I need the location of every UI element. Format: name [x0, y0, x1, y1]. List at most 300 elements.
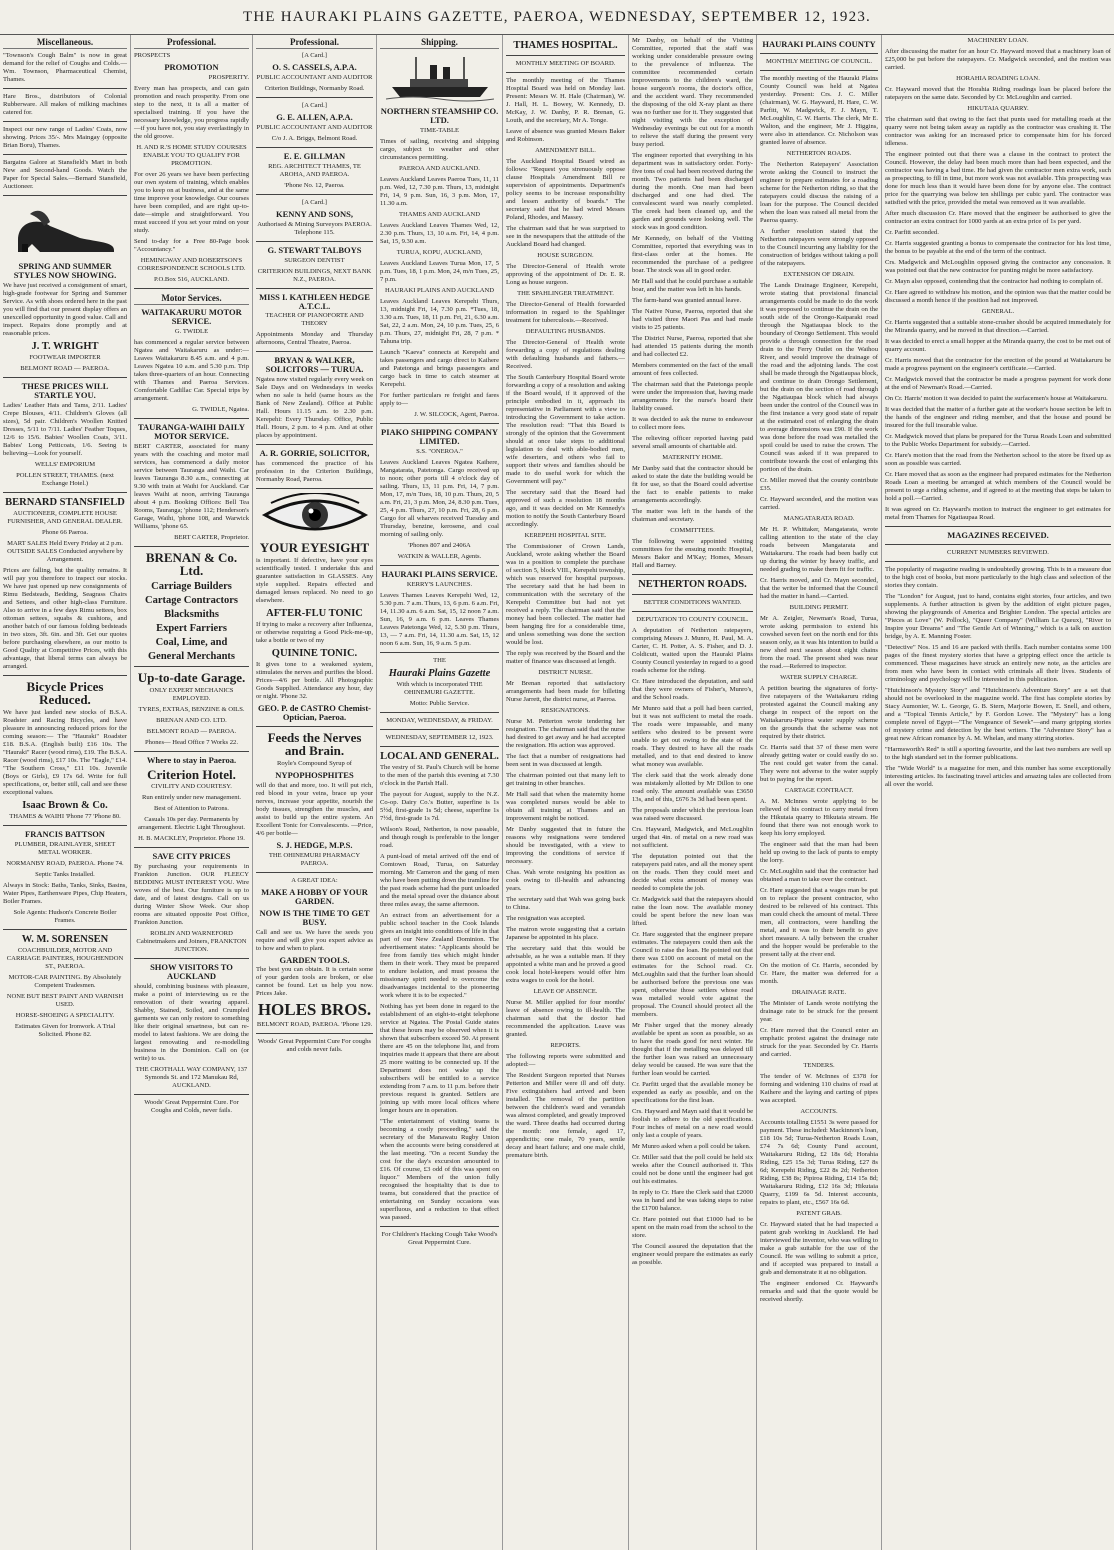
article-paragraph: Members commented on the fact of the small amount of fees collected. — [632, 362, 753, 377]
battson-address: NORMANBY ROAD, PAEROA. Phone 74. — [6, 859, 124, 867]
stansfield-sub: AUCTIONEER, COMPLETE HOUSE FURNISHER, AND GENERAL DEALER. — [7, 509, 123, 525]
watkin-sign: WATKIN & WALLER, Agents. — [397, 552, 482, 560]
article-paragraph: The chairman pointed out that many left to get training in other branches. — [506, 772, 625, 788]
card-label: [A Card.] — [302, 101, 327, 109]
wells-name: WELLS' EMPORIUM — [34, 460, 96, 468]
turua-times: Leaves Auckland Leaves Turua Mon, 17, 5 p.m. Tues, 18, 1 p.m. Mon, 24, m/n Tues, 25, 7 p.m. — [380, 259, 499, 283]
brenan-line-6: General Merchants — [148, 650, 235, 662]
article-paragraph: Mr Kennedy, on behalf of the Visiting Committee, reported that everything was in first-class order at the homes. He recommended the purchase of a pedigree boar. The stock was all in good order. — [632, 235, 753, 274]
article-paragraph: The matter was left in the hands of the chairman and secretary. — [632, 508, 753, 523]
gillman-sub: REG. ARCHITECT THAMES, TE AROHA, AND PAEROA. — [268, 162, 361, 178]
isaac-brown-name: Isaac Brown & Co. — [22, 800, 108, 811]
garage-mechanics: ONLY EXPERT MECHANICS EMPLOYED. — [149, 686, 234, 702]
woods-ad: Woods' Great Peppermint Cure For coughs and colds never fails. — [257, 1038, 372, 1054]
column-hospital-continued — [629, 35, 757, 1550]
article-paragraph: The "Wide World" is a magazine for men, and this number has some exceptionally interesting articles. Its fascinating travel articles and amazing tales are collected from all over the world. — [885, 764, 1111, 788]
septic-heading: Septic Tanks Installed. — [35, 870, 95, 878]
paint-note: NONE BUT BEST PAINT AND VARNISH USED. — [6, 992, 124, 1008]
feeds-heading: Feeds the Nerves and Brain. — [267, 729, 362, 759]
article-title: HAURAKI PLAINS COUNTY — [762, 39, 876, 49]
article-subhead: REPORTS. — [550, 1042, 581, 1050]
article-subhead: MANGATARATA ROAD. — [783, 514, 855, 522]
article-subhead: HOUSE SURGEON. — [537, 252, 594, 260]
article-subhead: HIKUTAIA QUARRY. — [967, 105, 1029, 112]
article-paragraph: It was decided to erect a small hopper at the Miranda quarry, the cost to be met out of quarry account. — [885, 338, 1111, 353]
septic-agent: Sole Agents: Hudson's Concrete Boiler Frames. — [13, 908, 117, 924]
afterflu-heading: AFTER-FLU TONIC — [266, 607, 363, 619]
kenny-sub: Authorised & Mining Surveyors PAEROA. Telephone 115. — [257, 220, 372, 236]
thames-auckland-heading: THAMES AND AUCKLAND — [399, 210, 480, 218]
article-paragraph: Cr. Harris suggested that a suitable stone-crusher should be acquired immediately for the Miranda quarry, and he moved in that direction.—Carried. — [885, 319, 1111, 334]
shoe-illustration-icon — [10, 200, 120, 258]
local-general-heading: LOCAL AND GENERAL. — [380, 750, 499, 762]
brenan-co-phones: Phones— Head Office 7 Works 22. — [145, 738, 238, 746]
article-subhead: NETHERTON ROADS. — [786, 149, 852, 157]
columns — [0, 35, 1114, 1550]
article-paragraph: Cr. Hare suggested that a wages man be put on to replace the present contractor, who desired to be relieved of his contract. This man could check the amount of metal. Three men, all contractors, were handling the metal, and it was to their benefit to give short measure. A tally between the crusher and the hopper would be preferable to the present tally at the river end. — [760, 886, 878, 958]
article-paragraph: The popularity of magazine reading is undoubtedly growing. This is in a measure due to the high cost of books, but more particularly to the high class and selection of the stories they contain. — [885, 565, 1111, 589]
garage-tyres: TYRES, EXTRAS, BENZINE & OILS. — [138, 705, 245, 713]
oneroa-times: Leaves Auckland Leaves Ngatea Kaihere, Mangatarata, Patetonga. Cargo received up to noon; other ports till 4 o'clock day of sailing. Thurs, 13, 11 p.m. Fri, 14, 7 p.m. Mon, 17, m/n Tues, 18, 10 p.m. Thurs, 20, 5 a.m. Fri, 21, 3 p.m. Mon, 24, 8.30 p.m. Tues, 25, 4 p.m. Thurs, 27, 10 p.m. Fri, 28, 6 p.m. Cargo for all wharves received Tuesday and Thursday, benzine, kerosene, and coal morning of sailing only. — [380, 458, 499, 538]
article-paragraph: Accounts totalling £1551 3s were passed for payment. These included: Mackinnon's loan, £18 10s 5d; Turua-Netherton Roads Loan, £74 7s 6d; County Fund account, Waitakaruru Riding, £2 18s 6d; Horahia Riding, £25 15s 3d; Turua Riding, £27 8s 6d; Kerepehi Riding, £22 8s 2d; Netherton Riding, £38 8s; Pipiroa Riding, £14 15s 8d; Waitakaruru Riding, £12 16s 3d; Hikutaia Quarry, £199 6s 5d. Interest accounts, repairs to plant, etc., £567 16s 6d. — [760, 1118, 878, 1206]
local-item: The payout for August, supply to the N.Z. Co-op. Dairy Co.'s Butter, superfine is 1s 5½d, first-grade 1s 5d; cheese, superfine 1s 7½d, first-grade 1s 7d. — [380, 790, 499, 822]
article-paragraph: "Harmsworth's Red" is still a sporting favourite, and the last two numbers are well up to the high standard set in the former publications. — [885, 745, 1111, 761]
article-paragraph: The proposals under which the previous loan was raised were discussed. — [632, 807, 753, 823]
hauraki-auckland-heading: HAURAKI PLAINS AND AUCKLAND — [385, 286, 494, 294]
article-paragraph: The District Nurse, Paeroa, reported that she had attended 15 patients during the month and had collected £2. — [632, 335, 753, 358]
wright-sub: FOOTWEAR IMPORTER — [29, 353, 101, 361]
attention: Best of Attention to Patrons. — [154, 805, 229, 813]
article-paragraph: The Council assured the deputation that the engineer would prepare the estimates as early as possible. — [632, 1243, 753, 1267]
brenan-name: BRENAN & Co. Ltd. — [145, 549, 238, 579]
hr-body-2: H. AND R.'S HOME STUDY COURSES ENABLE YOU TO QUALIFY FOR PROMOTION. — [136, 143, 247, 167]
hr-address: P.O.Box 516, AUCKLAND. — [153, 275, 230, 283]
gorrie-name: A. R. GORRIE, SOLICITOR, — [259, 448, 370, 459]
motorcar-painting: MOTOR-CAR PAINTING. By Absolutely Competent Tradesmen. — [8, 973, 122, 989]
article-paragraph: The secretary said that the Board had approved of such a resolution 18 months ago, and it was decided on Mr Kennedy's motion to notify the South Canterbury Board accordingly. — [506, 489, 625, 529]
article-paragraph: The Director-General of Health wrote approving of the appointment of Dr. E. R. Long as house surgeon. — [506, 263, 625, 287]
article-paragraph: The relieving officer reported having paid several small amounts of charitable aid. — [632, 435, 753, 450]
article-paragraph: Mr Danby, on behalf of the Visiting Committee, reported that the staff was working under considerable pressure owing to the prevalence of influenza. The committee recommended certain improvements to the children's ward, the house surgeon's rooms, the doctor's office, and the accident ward. They recommended the disposing of the old X-ray plant as there was no further use for it. They suggested that night visiting with the exception of Wednesday evenings be cut out for a month to relieve the staff during the present very busy period. — [632, 37, 753, 148]
article-subhead: MACHINERY LOAN. — [967, 37, 1029, 44]
article-paragraph: Mr H. P. Whittaker, Mangatarata, wrote calling attention to the state of the clay roads between Mangatarata and Waitakaruru. The roads had been badly cut up during the winter by heavy traffic, and needed grading to make them fit for traffic. — [760, 525, 878, 573]
article-paragraph: After discussing the matter for an hour Cr. Hayward moved that a machinery loan of £25,000 be put before the ratepayers. Cr. Madgwick seconded, and the motion was carried. — [885, 48, 1111, 71]
article-paragraph: Cr. Parfitt urged that the available money be expended as early as possible, and on the specifications for the first loan. — [632, 1081, 753, 1105]
cassels-address: Criterion Buildings, Normanby Road. — [264, 84, 365, 92]
column-council-continued — [882, 35, 1114, 1550]
article-paragraph: Mr Fisher urged that the money already available be spent as soon as possible, so as to have the roads good for next winter. He thought that if the metalling was delayed till the further loan was raised an unnecessary delay would be caused. He was sure that the further loan would be carried. — [632, 1022, 753, 1078]
article-paragraph: The Native Nurse, Paeroa, reported that she had visited three Maori Pas and had made visits to 25 patients. — [632, 308, 753, 331]
article-paragraph: The Director-General of Health forwarded information in regard to the Spahlinger treatment for tuberculosis.—Received. — [506, 301, 625, 325]
article-paragraph: A petition bearing the signatures of forty-five ratepayers of the Waitakaruru riding protested against the Council making any charge in respect of the report on the Waitakaruru-Pipiroa water supply scheme on the grounds that the scheme was not required by their district. — [760, 684, 878, 740]
article-subhead: THE SPAHLINGER TREATMENT. — [517, 290, 614, 298]
article-paragraph: The following reports were submitted and adopted:— — [506, 1053, 625, 1069]
card-label: [A Card.] — [302, 52, 327, 59]
article-subhead: ACCOUNTS. — [800, 1107, 838, 1115]
wright-name: J. T. WRIGHT — [31, 340, 99, 352]
garden-heading: GARDEN TOOLS. — [279, 954, 350, 965]
wright-address: BELMONT ROAD — PAEROA. — [20, 364, 110, 372]
article-subhead: MATERNITY HOME. — [662, 454, 723, 461]
castro-name: GEO. P. de CASTRO Chemist-Optician, Paeroa. — [257, 702, 372, 722]
local-item: The vestry of St. Paul's Church will be home to the men of the parish this evening at 7.30 o'clock in the Parish Hall. — [380, 763, 499, 787]
further-note: For further particulars re freight and fares apply to— — [380, 391, 499, 407]
kenny-name: KENNY AND SONS, — [276, 208, 353, 219]
battson-sub: PLUMBER, DRAINLAYER, SHEET METAL WORKER. — [14, 840, 116, 856]
article-paragraph: The South Canterbury Hospital Board wrote forwarding a copy of a resolution and asking if the Board would, if it approved of the principle embodied in it, approach its representative in Parliament with a view to introducing the Government to take action. The resolution read: "That this Board is strongly of the opinion that the Government should at once take steps to additional legislation to deal with able-bodied men, wife deserters, and others who fail to support their wives and families should be made to do useful work for which the Government will pay." — [506, 374, 625, 486]
article-paragraph: Mr Danby suggested that in future the reasons why resignations were tendered should be investigated, with a view to improving the conditions of service if necessary. — [506, 826, 625, 866]
article-paragraph: Mr A. Zeigler, Newman's Road, Turua, wrote asking permission to extend his cowshed seven feet on the north end for this season only, as it was his intention to build a new shed next season about eight chains from the road. The present shed was near the road.—Referred to inspector. — [760, 614, 878, 670]
article-subhead: KEREPEHI HOSPITAL SITE. — [524, 532, 607, 540]
article-paragraph: The chairman said that he was surprised to see in the newspapers that the attitude of the Auckland Board had changed. — [506, 225, 625, 249]
wells-address: POLLEN STREET, THAMES. (next Exchange Hotel.) — [16, 471, 114, 487]
article-paragraph: The Commissioner of Crown Lands, Auckland, wrote asking whether the Board was in a position to complete the purchase of section 5, block VIII., Kerepehi township, which was reserved for hospital purposes. The secretary said that he had been in communication with the secretary of the Kerepehi Committee but had not yet received a reply. The chairman said that the money had been collected. The matter had been hanging fire for a considerable time, and unless something was done the section would be lost. — [506, 543, 625, 647]
kaeva-note: Launch "Kaeva" connects at Kerepehi and takes passengers and cargo direct to Kaihere and Patetonga and brings passengers and cargo back in time to catch steamer at Kerepehi. — [380, 348, 499, 388]
shedge-name: S. J. HEDGE, M.P.S. — [276, 839, 353, 850]
hauraki-auckland-times: Leaves Auckland Leaves Kerepehi Thurs, 13, midnight Fri, 14, 7.30 p.m. *Tues, 18, 3.30 a.m. Tues, 18, 11 p.m. Fri, 21, 6.30 a.m. Sat, 22, 2 a.m. Mon, 24, 10 p.m. Tues, 25, 6 p.m. Thurs, 27, midnight Fri, 28, 7 p.m. * Tahuna trip. — [380, 297, 499, 345]
septic-body: Always in Stock: Baths, Tanks, Sinks, Basins, Water Pipes, Earthenware Pipes, Chip Heaters, Boiler Frames. — [3, 881, 127, 905]
article-paragraph: Cr. Hare moved that the Council enter an emphatic protest against the drainage rate struck for the year. Seconded by Cr. Harris and carried. — [760, 1026, 878, 1058]
article-paragraph: Leave of absence was granted Messrs Baker and Robinson. — [506, 128, 625, 144]
timetable-intro: Times of sailing, receiving and shipping cargo, subject to weather and other circumstances permitting. — [380, 137, 499, 161]
piako-phones: 'Phones 807 and 2406A — [408, 541, 471, 549]
bicycle-heading: Bicycle Prices Reduced. — [26, 678, 104, 708]
article-paragraph: On Cr. Harris' motion it was decided to paint the surfacemen's house at Waitakaruru. — [885, 395, 1108, 402]
spring-heading: SPRING AND SUMMER STYLES NOW SHOWING. — [13, 261, 117, 280]
article-paragraph: On the motion of Cr. Harris, seconded by Cr. Hare, the matter was deferred for a month. — [760, 961, 878, 985]
brenan-line-3: Blacksmiths — [164, 608, 219, 620]
column-professional-a — [131, 35, 253, 1550]
article-paragraph: Cr. Madgwick moved that the contractor be made a progress payment for work done at the end of Newman's Road.—Carried. — [885, 376, 1111, 391]
article-paragraph: Cr. Hare agreed to withdraw his motion, and the opinion was that the matter could be discussed a month hence if the position had not improved. — [885, 289, 1111, 304]
save-heading: SAVE CITY PRICES — [152, 851, 231, 862]
column-heading: Shipping. — [380, 37, 499, 49]
gazette-nameplate: Hauraki Plains Gazette — [388, 667, 491, 679]
save-body: By purchasing your requirements in Frankton Junction. OUR FLEECY BEDDING MUST INTEREST YOU. Wire woves of the best. Our furniture is up to date, and of latest designs. Call on us during Winter Show Week. Our shop rooms are situated opposite Post Office, Frankton Junction. — [134, 863, 249, 927]
article-subhead: EXTENSION OF DRAIN. — [783, 270, 855, 278]
article-paragraph: Crs. Hayward and Mayn said that it would be foolish to adhere to the old specifications. Four inches of metal on a new road would only last a couple of years. — [632, 1108, 753, 1140]
show-body: should, combining business with pleasure, make a point of interviewing us re the renovation of their wearing apparel. Shabby, Stained, Soiled, and Crumpled garments we can only restore to something like their original smartness, but can re-model to latest fashions. We are doing the largest renovating and re-modelling business in the Dominion. Call on (or write) to us. — [134, 982, 249, 1062]
column-professional-b — [253, 35, 377, 1550]
sorensen-name: W. M. SORENSEN — [21, 933, 109, 945]
eye-illustration-icon — [261, 493, 369, 537]
article-paragraph: The following were appointed visiting committees for the ensuing month: Hospital, Messrs Baker and M'Kay; Homes, Messrs Hall and Barney. — [632, 538, 753, 569]
kerry-times: Leaves Thames Leaves Kerepehi Wed, 12, 5.30 p.m. 7 a.m. Thurs, 13, 6 p.m. 6 a.m. Fri, 14, 11.30 a.m. 6 a.m. Sat, 15, 12 noon 7 a.m. Sun, 16, 9 a.m. 6 p.m. Leaves Thames Leaves Patetonga Wed, 12, 5.30 p.m. Thurs, 13, — 7 a.m. Fri, 14, 11.30 a.m. Sat, 15, 12 noon 6 a.m. Sun, 16, 9 a.m. 5 p.m. — [380, 591, 499, 647]
article-paragraph: The Auckland Hospital Board wired as follows: "Request you strenuously oppose clause Hospitals Amendment Bill re supervision of appointments. Department's policy seems to be increase responsibility and lessen authority of boards." The secretary said that he had wired Messrs Poland, Rhodes, and Massey. — [506, 158, 625, 222]
article-title: MAGAZINES RECEIVED. — [947, 530, 1049, 540]
sorensen-sub: COACHBUILDER, MOTOR AND CARRIAGE PAINTERS, HOUGHENDON ST., PAEROA. — [6, 946, 124, 970]
gazette-incorporated: With which is incorporated THE OHINEMURI GAZETTE. — [396, 680, 483, 696]
horse-shoeing: HORSE-SHOEING A SPECIALITY. — [15, 1011, 115, 1019]
local-item: Wilson's Road, Netherton, is now passable, and though rough is preferable to the longer road. — [380, 825, 499, 849]
gillman-phone: 'Phone No. 12, Paeroa. — [284, 181, 345, 189]
allen-address: C/o J. A. Briggs, Belmont Road. — [271, 134, 358, 142]
column-thames-hospital — [503, 35, 629, 1550]
article-paragraph: Nurse M. Miller applied for four months' leave of absence owing to ill-health. The chairman said that the doctor had recommended the application. Leave was granted. — [506, 999, 625, 1039]
article-paragraph: The farm-hand was granted annual leave. — [632, 297, 742, 304]
holes-name: HOLES BROS. — [257, 1000, 372, 1020]
hedge-name: MISS I. KATHLEEN HEDGE A.T.C.L. — [259, 291, 370, 311]
article-paragraph: Cr. Harris moved, and Cr. Mayn seconded, that the writer be informed that the Council had the matter in hand.—Carried. — [760, 576, 878, 600]
column-miscellaneous — [0, 35, 131, 1550]
piako-heading: PIAKO SHIPPING COMPANY LIMITED. — [381, 426, 498, 446]
isaac-brown-sub: THAMES & WAIHI 'Phone 77 'Phone 80. — [9, 813, 121, 821]
prices-heading: THESE PRICES WILL STARTLE YOU. — [21, 380, 109, 400]
hr-name: HEMINGWAY AND ROBERTSON'S CORRESPONDENCE SCHOOLS LTD. — [137, 256, 246, 272]
hr-body-3: For over 26 years we have been perfecting our own system of training, which enables you to keep on at business, and at the same time improve your knowledge. Our courses have been compiled, and are right up-to-date—simple and straightforward. You must succeed if you set your mind on your study. — [134, 170, 249, 234]
masthead: THE HAURAKI PLAINS GAZETTE, PAEROA, WEDNESDAY, SEPTEMBER 12, 1923. — [0, 0, 1114, 35]
article-paragraph: The deputation pointed out that the ratepayers paid rates, and all the money spent on the roads. Then they could meet and decide what extra amount of money was needed to complete the job. — [632, 853, 753, 893]
column-shipping — [377, 35, 503, 1550]
nypo-body: will do that and more, too. It will put rich, red blood in your veins, brace up your nerves, increase your appetite, nourish the body tissues, strengthen the muscles, and assist to build up the entire system. An Excellent Tonic for Convalescents. —Price, 4/6 per bottle— — [256, 781, 373, 837]
article-paragraph: The monthly meeting of the Hauraki Plains County Council was held at Ngatea yesterday. Present: Crs. J. C. Miller (chairman), W. G. Hayward, H. Hare, C. W. Parfitt, W. Madgwick, F. J. Mayn, T. McLoughlin, C. W. Harris. The clerk, Mr E. Walton, and the engineer, Mr J. Higgins, were also in attendance. Cr. Nicholson was granted leave of absence. — [760, 74, 878, 146]
article-paragraph: It was decided that the matter of a further gate at the worker's house section be left in the hands of the engineer and riding member, and that the house and pound be insured for the full insurable value. — [885, 406, 1111, 429]
article-paragraph: Mr Munro asked when a poll could be taken. — [632, 1143, 751, 1151]
now-heading: NOW IS THE TIME TO GET BUSY. — [259, 907, 370, 927]
royle: Royle's Compound Syrup of — [276, 760, 352, 768]
hr-body-1: Every man has prospects, and can gain promotion and reach prosperity. From one step to the next, it is all a matter of specialised training. If you have the necessary knowledge, you progress rapidly—if you have not, you stay everlastingly in the old groove. — [134, 84, 249, 140]
article-paragraph: A. M. McInnes wrote applying to be relieved of his contract to carry metal from the Hikutaia quarry to Hikutaia stream. He found that there was not enough work to keep his lorry employed. — [760, 797, 878, 837]
article-paragraph: "Hutchinson's Mystery Story" and "Hutchinson's Adventure Story" are a set that should not be overlooked in the magazine world. The first has complete stories by Stacy Aumonier, W. L. George, G. B. Stern, Marjorie Bowen, E. Snell, and others, and a "Topical Tennis Article," by F. Gordon Lowe. The "Mystery" has a long complete novel of Egypt—"The Vengeance of Sewek"—and many gripping stories of mystery crime and detection by the best writers. The "Adventure Story" has a great new African romance by A. M. Whelan, and many stirring stories. — [885, 686, 1111, 742]
hedge-body: Appointments Monday and Thursday afternoons, Central Theatre, Paeroa. — [256, 331, 373, 347]
shedge-sub: THE OHINEMURI PHARMACY PAEROA. — [268, 851, 361, 867]
nypo-heading: NYPOPHOSPHITES — [275, 770, 354, 781]
kerry-heading: KERRY'S LAUNCHES. — [406, 580, 473, 588]
article-paragraph: Mr Danby said that the contractor should be asked to state the date the building would be fit for use, so that the Board could advertise the fact to enable patients to make arrangements accordingly. — [632, 465, 753, 504]
eyesight-heading: YOUR EYESIGHT — [259, 540, 370, 556]
prospects-label: PROSPECTS — [134, 52, 171, 59]
article-paragraph: Cr. Miller said that the poll could be held six weeks after the Council authorised it. This could not be done until the engineer had got out his estimates. — [632, 1154, 753, 1186]
article-paragraph: The tender of W. McInnes of £378 for forming and widening 110 chains of road at Kaihere and the laying and carting of pipes was accepted. — [760, 1072, 878, 1104]
stansfield-body: Prices are falling, but the quality remains. It will pay you therefore to inspect our stocks. We have just opened up new consignments of Rimu Bedsteads, Bedding, Seagrass Chairs and Settees, and other high-class Furniture. Also to arrive in a few days Rimu settees, box ottoman settees, squabs & cushions, and another batch of our famous folding bedsteads in two sizes, 3ft. 6in. and 3ft. Get our quotes before purchasing elsewhere, as our motto is Good Quality at Competitive Prices, with this advantage, that liberal terms can always be arranged. — [3, 566, 127, 670]
quinine-heading: QUININE TONIC. — [271, 647, 358, 659]
great-idea: A GREAT IDEA: — [291, 876, 338, 884]
casuals: Casuals 10s per day. Permanents by arrangement. Electric Light Throughout. — [138, 816, 245, 832]
brenan-line-2: Cartage Contractors — [144, 594, 238, 606]
oneroa-heading: S.S. "ONEROA." — [416, 447, 463, 455]
steamship-illustration-icon — [386, 53, 494, 103]
article-paragraph: After much discussion Cr. Hare moved that the engineer be authorised to give the contractor an extra contract for 1000 yards at an extra price of 1s per yard. — [885, 210, 1111, 225]
paeroa-auckland-heading: PAEROA AND AUCKLAND. — [399, 164, 480, 172]
talboys-name: G. STEWART TALBOYS — [267, 244, 362, 255]
brenan-line-5: Coal, Lime, and — [155, 636, 228, 648]
article-subhead: RESIGNATIONS. — [541, 707, 590, 715]
talboys-address: CRITERION BUILDINGS, NEXT BANK N.Z., PAEROA. — [257, 267, 372, 283]
twidle-name: G. TWIDLE — [174, 327, 209, 335]
article-paragraph: Crs. Hayward, Madgwick, and McLoughlin urged that 4in. of metal on a new road was not sufficient. — [632, 826, 753, 850]
article-subhead: GENERAL. — [981, 308, 1015, 315]
article-paragraph: Cr. Hare moved that as soon as the engineer had prepared estimates for the Netherton Roads Loan a meeting be arranged at which members of the Council would be present to urge a riding scheme, and if agreed to at the meeting that steps be taken to hold a poll.—Carried. — [885, 471, 1111, 502]
promotion-label: PROMOTION — [164, 62, 219, 72]
article-subtitle: MONTHLY MEETING OF COUNCIL. — [765, 57, 873, 65]
garage-heading: Up-to-date Garage. — [137, 669, 246, 685]
article-paragraph: Cr. Hare suggested that the engineer prepare estimates. The ratepayers could then ask the Council to raise the loan. He pointed out that there was £100 on account of metal on the estimates for the School road. Cr. McLoughlin said that the further loan should be authorised before the previous one was spent, otherwise those settlers whose road was metalled would vote against the proposal. The Council should protect all the members. — [632, 931, 753, 1019]
article-paragraph: It was decided to ask the nurse to endeavour to collect more fees. — [632, 416, 753, 431]
management: Run entirely under new management. — [141, 794, 242, 802]
article-paragraph: Crs. Madgwick and McLoughlin opposed giving the contractor any concession. It was pointed out that the new contractor for punting might be more satisfactory. — [885, 259, 1111, 274]
gorrie-body: has commenced the practice of his profession in the Criterion Buildings, Normanby Road, Paeroa. — [256, 460, 373, 484]
mackley: H. B. MACKLEY, Proprietor. Phone 19. — [138, 835, 245, 843]
gazette-the: THE — [433, 656, 446, 664]
article-paragraph: Cr. Mayn also opposed, contending that the contractor had nothing to complain of. — [885, 278, 1103, 285]
bicycle-body: We have just landed new stocks of B.S.A. Roadster and Racing Bicycles, and have pleasure in announcing reduced prices for the coming season:— The "Hauraki" Roadster £18. B.S.A. (English built) £16 10s. The "Hauraki" Racer (wood rims), £19. The B.S.A. Racer (wood rims), £17 10s. The "Eagle," £14. "The Southern Cross," £11 10s. Juvenile (Boys or Girls), £9 17s 6d. Write for full specifications, or, better still, call and see these exceptional values. — [3, 709, 127, 796]
tauranga-body: BERT CARTER, associated for many years with the coaching and motor mail services, has commenced a daily motor service between Tauranga and Waihi. Car leaves Tauranga 8.30 a.m., connecting at 9.30 with train at Waihi for Auckland. Car leaves Waihi at noon, arriving Tauranga about 4 p.m. Booking Offices: Bell Tea Rooms, Tauranga; 'phone 112; Henderson's Garage, Waihi, 'phone 108, and Warwick Williams, 'phone 65. — [134, 442, 249, 530]
article-paragraph: It was agreed on Cr. Hayward's motion to instruct the engineer to get estimates for metal from Thames for Ngatiaupaa Road. — [885, 506, 1111, 521]
prosperity-label: PROSPERITY. — [208, 73, 249, 81]
ad-maingay: Inspect our new range of Ladies' Coats, now showing. Prices 35/-. Mrs Maingay (opposite Brian Boru), Thames. — [3, 126, 127, 149]
article-paragraph: Cr. Hayward seconded, and the motion was carried. — [760, 495, 878, 511]
article-paragraph: The Resident Surgeon reported that Nurses Petterton and Miller were ill and off duty. Five extinguishers had arrived and been installed. The removal of the partition between the children's ward and verandah was almost completed, and greatly improved the ward. Three deaths had occurred during the month: one female, aged 17, appendicitis; one male, 70 years, senile decay and heart failure; and one male child, premature birth. — [506, 1072, 625, 1160]
article-subhead: DRAINAGE RATE. — [791, 988, 847, 996]
article-paragraph: The Minister of Lands wrote notifying the drainage rate to be struck for the present year. — [760, 999, 878, 1023]
card-label: [A Card.] — [302, 198, 327, 206]
article-paragraph: "Detective" Nos. 15 and 16 are packed with thrills. Each number contains some 100 pages of the finest mystery stories that have a gripping effect once the article is commenced. These magazines have struck an entirely new note, as the articles are from men who have been in contact with criminals all their lives. Students of criminology and psychology will be interested in this publication. — [885, 643, 1111, 683]
article-paragraph: Cr. Harris said that 37 of these men were already getting water or could easily do so. The rest could get water from the canal. They were not adverse to the water supply but to paying for the report. — [760, 743, 878, 783]
article-title: NETHERTON ROADS. — [638, 579, 747, 590]
spring-body: We have just received a consignment of smart, high-grade footwear for Spring and Summer Service. As with shoes ordered here in the past you will find that our present display offers an unexcelled opportunity in good value. Call and inspect. Repairs done promptly and at reasonable prices. — [3, 281, 127, 337]
hobby-heading: MAKE A HOBBY OF YOUR GARDEN. — [261, 886, 368, 906]
ironwork: Estimates Given for Ironwork. A Trial Solicited. Phone 82. — [14, 1022, 116, 1038]
brenan-line-1: Carriage Builders — [151, 580, 232, 592]
article-paragraph: The secretary said that Wah was going back to China. — [506, 896, 625, 912]
article-paragraph: The Lands Drainage Engineer, Kerepehi, wrote stating that provisional financial arrangements could be made to do the work it was proposed to continue the drain on the south side of the Orongo-Kaiparaki road through the Ngatiaupaa block to the boundary of Orongo Settlement. This would provide a through connection for the road drain to the Ferry Outlet on the Waihou River, and would improve the drainage of the road and the adjoining lands. The cost shall be made through the Ngatiaupaa block, and continue to drain Orongo Settlement, but the drain on the section of road through the Ngatiaupaa block which had always been under the control of the Council was in the first instance a very good state of repair at the estimated cost of enlarging the drain to average dimensions was £90. If the work was done before the road was metalled the spoil could be used to raise the crown. The Council was asked if it was prepared to contribute towards the cost of enlarging this portion of the drain. — [760, 281, 878, 473]
article-paragraph: Cr. McLoughlin said that the contractor had obtained a man to take over the contract. — [760, 867, 878, 883]
article-subtitle: DEPUTATION TO COUNTY COUNCIL. — [636, 616, 749, 624]
column-heading: Professional. — [134, 37, 249, 49]
garden-body: The best you can obtain. It is certain some of your garden tools are broken, or else cannot be found. Let us help you now. Prices Jake. — [256, 966, 373, 998]
now-body: Call and see us. We have the seeds you require and will give you expert advice as to how and when to plant. — [256, 928, 373, 952]
article-paragraph: Cr. Hare pointed out that £1000 had to be spent on the main road from the school to the store. — [632, 1216, 753, 1240]
article-paragraph: Mr Brenan reported that satisfactory arrangements had been made for billeting Nurse Jarrett, the district nurse, at Paeroa. — [506, 680, 625, 704]
bryan-name: BRYAN & WALKER, SOLICITORS — TURUA. — [265, 355, 364, 375]
article-paragraph: Cr. Hare introduced the deputation, and said that they were owners of Fisher's, Munro's, and the School roads. — [632, 678, 753, 702]
article-paragraph: Nurse M. Petterton wrote tendering her resignation. The chairman said that the nurse had desired to get away and he had accepted the resignation. His action was approved. — [506, 718, 625, 750]
prices-body: Ladies' Leather Hats and Tams, 2/11. Ladies' Crepe Blouses, 4/11. Children's Gloves (all sizes), 5d pair. Children's Woollen Knitted Dresses, 5/11 to 7/11. Ladies' Feather Toques, 12/6 to 15/6. Babies' Woollen Coats, 3/11. Babies' Long Petticoats, 1/6. Seeing is believing—Look for yourself. — [3, 401, 127, 457]
article-paragraph: The engineer reported that everything in his department was in satisfactory order. Forty-five tons of coal had been received during the month. Two patients had been discharged during the month. One man had been discharged and one had died. The convalescent ward was nearly completed. The creek had been cleaned up, and the garden and grounds were looking well. The stock was in good condition. — [632, 152, 753, 231]
gazette-date: WEDNESDAY, SEPTEMBER 12, 1923. — [385, 733, 494, 741]
article-paragraph: The chairman said that the Patetonga people were under the impression that, having made arrangements for the nurse's board their liability ceased. — [632, 381, 753, 412]
carter-sign: BERT CARTER, Proprietor. — [174, 533, 249, 541]
stansfield-name: BERNARD STANSFIELD — [5, 496, 125, 508]
silcock-sign: J. W. SILCOCK, Agent, Paeroa. — [414, 410, 499, 418]
article-paragraph: The engineer pointed out that there was a clause in the contract to protect the Council. However, the delay had been much more than had been expected, and the contractor was having a bad time. He had given the contractor men extra work, such as prospecting, to fill in time, but more work was not available. This prospecting was done for much less than it would have been done for by anyone else. The contract price for the quarrying was below ten shillings per cubic yard. The contractor was satisfied with the price, provided the metal was removed as it was available. — [885, 151, 1111, 206]
article-paragraph: The engineer said that the man had been held up owing to the lack of punts to empty the lorry. — [760, 840, 878, 864]
hp-service-heading: HAURAKI PLAINS SERVICE. — [381, 568, 498, 579]
bryan-body: Ngatea now visited regularly every week on Sale Days and on Wednesdays in weeks when no sale is held (same hours as the Bank of New Zealand). Office at Public Hall. Hours 11.15 a.m. to 2.30 p.m. Kerepehi: Every Thursday. Office, Public Hall. Hours, 2 p.m. to 4 p.m. And at other places by appointment. — [256, 376, 373, 440]
article-subhead: TENDERS. — [803, 1061, 835, 1069]
article-paragraph: The engineer endorsed Cr. Hayward's remarks and said that the quote would be received shortly. — [760, 1279, 878, 1303]
ad-hare-bros: Hare Bros., distributors of Colonial Rubberware. All makes of milking machines catered for. — [3, 93, 127, 116]
roblin: ROBLIN AND WARNEFORD Cabinetmakers and Joiners, FRANKTON JUNCTION. — [136, 930, 247, 954]
article-paragraph: The secretary said that this would be advisable, as he was a suitable man. If they appointed a white man and he proved a good cook local hotel-keepers would offer him extra wages to cook for the hotel. — [506, 945, 625, 985]
cassels-name: O. S. CASSELS, A.P.A. — [272, 62, 357, 72]
allen-sub: PUBLIC ACCOUNTANT AND AUDITOR — [256, 123, 373, 131]
brenan-line-4: Expert Farriers — [156, 622, 227, 634]
column-heading: Miscellaneous. — [3, 37, 127, 49]
eyesight-body: is important. If defective, have your eyes scientifically tested. I undertake this and guarantee satisfaction in GLASSES. Any style supplied. Repairs effected and damaged lenses replaced. No need to go elsewhere. — [256, 556, 373, 604]
brenan-co-address: BELMONT ROAD — PAEROA. — [146, 727, 237, 735]
hedge-sub: TEACHER OF PIANOFORTE AND THEORY — [265, 312, 364, 328]
stansfield-mart-sales: MART SALES Held Every Friday at 2 p.m. OUTSIDE SALES Conducted anywhere by Arrangement. — [7, 539, 123, 563]
article-paragraph: The fact that a number of resignations had been sent in was discussed at length. — [506, 753, 625, 769]
article-paragraph: The chairman said that owing to the fact that punts used for metalling roads at the quarry were not being taken away as rapidly as the contractor was crushing it. The contractor was asking for an increased price to compensate him for his forced idleness. — [885, 116, 1111, 147]
article-subhead: PATENT GRAB. — [796, 1209, 842, 1217]
ad-townson: "Townson's Cough Balm" is now in great demand for the relief of Coughs and Colds.—Wm. Townson, Pharmaceutical Chemist, Thames. — [3, 52, 127, 83]
talboys-sub: SURGEON DENTIST — [284, 256, 345, 264]
tauranga-heading: TAURANGA-WAIHI DAILY MOTOR SERVICE. — [138, 421, 245, 441]
stay-heading: Where to stay in Paeroa. — [146, 754, 237, 765]
paeroa-auckland-times: Leaves Auckland Leaves Paeroa Tues, 11, 11 p.m. Wed, 12, 7.30 p.m. Thurs, 13, midnight Fri, 14, 9 p.m. Sun, 16, 3 p.m. Mon, 17, 11.30 a.m. — [380, 175, 499, 207]
brenan-co-name: BRENAN AND CO. LTD. — [156, 716, 227, 724]
article-paragraph: The matron wrote suggesting that a certain Japanese be appointed in his place. — [506, 926, 625, 942]
article-subhead: CARTAGE CONTRACT. — [784, 786, 854, 794]
afterflu-body: If trying to make a recovery after Influenza, or otherwise requiring a Good Pick-me-up, take a bottle or two of my — [256, 620, 373, 644]
local-item: Nothing has yet been done in regard to the establishment of an eight-to-eight telephone service at Ngatea. The Postal Guide states that these hours may be observed when it is shown that subscribers exceed 50. At present there are 45 on the telephone list, and from inquiries made it appears that there are about 25 more waiting to be connected up. If the Department does not wake up the subscribers will be entitled to a service extending from 7 a.m. to 11 p.m. before their previous request is granted. Settlers are joining up with more local offices where longer hours are in operation. — [380, 1002, 499, 1114]
holes-address: BELMONT ROAD, PAEROA. 'Phone 129. — [256, 1021, 373, 1029]
turua-heading: TURUA, KOPU, AUCKLAND, — [396, 248, 483, 256]
criterion-heading: Criterion Hotel. — [147, 766, 236, 782]
article-paragraph: Cr. Madgwick moved that plans be prepared for the Turua Roads Loan and submitted to the Public Works Department for subsidy.—Carried. — [885, 433, 1111, 448]
article-subhead: WATER SUPPLY CHARGE. — [780, 673, 858, 681]
article-subhead: DISTRICT NURSE. — [538, 669, 593, 677]
local-item: An extract from an advertisement for a public school teacher in the Cook Islands gives an insight into conditions of life in that part of our New Zealand Dominion. The advertisement states: "Applicants should be free from family ties which might hinder them in their work. They must be prepared to endure isolation, and must possess the missionary spirit needed to overcome the disadvantages incidental to the pioneering work where it is to be expected." — [380, 911, 499, 999]
article-paragraph: Cr. Hare's motion that the road from the Netherton school to the store be fixed up as soon as possible was carried. — [885, 452, 1111, 467]
article-subhead: AMENDMENT BILL. — [535, 147, 596, 155]
quinine-body: It gives tone to a weakened system, stimulates the nerves and purifies the blood. Prices—4/6 per bottle. All Photographic Goods Supplied. Attendance any hour, day or night. 'Phone 32. — [256, 660, 373, 700]
article-paragraph: Cr. Parfitt seconded. — [885, 229, 939, 236]
article-paragraph: The resignation was accepted. — [506, 915, 586, 923]
nsc-heading: NORTHERN STEAMSHIP CO. LTD. — [380, 106, 499, 125]
article-paragraph: The reply was received by the Board and the matter of finance was discussed at length. — [506, 650, 625, 666]
waitakaruru-body: has commenced a regular service between Ngatea and Waitakaruru as under:— Leaves Waitakaruru 8.45 a.m. and 4 p.m. Leaves Ngatea 10 a.m. and 5.30 p.m. Trip takes three-quarters of an hour. Connecting with Thames and Paeroa Services. Comfortable Cadillac Car. Special trips by arrangement. — [134, 338, 249, 402]
timetable-label: TIME-TABLE — [419, 126, 460, 134]
article-subhead: BUILDING PERMIT. — [789, 603, 849, 611]
crothall: THE CROTHALL WAY COMPANY, 137 Symonds St. and 172 Manukau Rd, AUCKLAND. — [135, 1065, 248, 1089]
thames-auckland-times: Leaves Auckland Leaves Thames Wed, 12, 2.30 p.m. Thurs, 13, 10 a.m. Fri, 14, 4 p.m. Sat, 15, 9.30 a.m. — [380, 221, 499, 245]
woods-ad: For Children's Hacking Cough Take Wood's Great Peppermint Cure. — [381, 1230, 498, 1246]
article-paragraph: Cr. Hayward stated that he had inspected a patent grab working in Auckland. He had interviewed the inventor, who was willing to make a grab suitable for the use of the Council. He was willing to submit a price, and if accepted was prepared to install a grab and demonstrate it at no obligation. — [760, 1220, 878, 1276]
civility: CIVILITY AND COURTESY. — [151, 783, 232, 791]
article-paragraph: The monthly meeting of the Thames Hospital Board was held on Monday last. Present: Messrs W. H. Hale (Chairman), W. J. Hall, H. L. Bowey, W. Kennedy, D. McKay, J. W. Danby, P. R. Brenan, G. Louth, and the secretary, Mr A. Tonge. — [506, 77, 625, 125]
article-subhead: LEAVE OF ABSENCE. — [533, 988, 598, 996]
article-subhead: COMMITTEES. — [670, 527, 715, 534]
twidle-sign: G. TWIDLE, Ngatea. — [192, 405, 249, 413]
article-paragraph: A deputation of Netherton ratepayers, comprising Messrs J. Munro, H. Paul, M. A. Carter, C. H. Potter, A. S. Fisher, and D. J. Coldicutt, waited upon the Hauraki Plains County Council yesterday in regard to a good roads scheme for the riding. — [632, 627, 753, 675]
battson-name: FRANCIS BATTSON — [25, 829, 105, 840]
article-paragraph: Mr Hall said that he could purchase a suitable boar, and the matter was left in his hands. — [632, 278, 753, 293]
local-item: A punt-load of metal arrived off the end of Comtown Road, Turua, on Saturday morning. Mr Cameron and the gang of men who have been putting down the tramline for the past roads scheme had the punt unloaded and the metal spread over the distance about three miles away, the same afternoon. — [380, 852, 499, 908]
ad-stansfield-mart: Bargains Galore at Stansfield's Mart in both New and Second-hand Goods. Watch the Paper for Special Sales.—Bernard Stansfield, Auctioneer. — [3, 159, 127, 190]
cassels-sub: PUBLIC ACCOUNTANT AND AUDITOR — [256, 73, 373, 81]
article-paragraph: The Netherton Ratepayers' Association wrote asking the Council to instruct the engineer to prepare estimates for a roading scheme for the Netherton riding, so that the ratepayers could discuss the raising of a loan for the purpose. The Council decided when the loan was raised all metal from the Paeroa quarry. — [760, 160, 878, 224]
article-paragraph: Cr. Harris suggested granting a bonus to compensate the contractor for his lost time, the bonus to be payable at the end of the term of the contract. — [885, 240, 1111, 255]
article-paragraph: In reply to Cr. Hare the Clerk said that £2000 was in hand and he was taking steps to raise the £1700 balance. — [632, 1189, 753, 1213]
article-subtitle: CURRENT NUMBERS REVIEWED. — [947, 548, 1049, 556]
article-paragraph: Cr. Hayward moved that the Horahia Riding roadings loan be placed before the ratepayers on the same date. Seconded by Cr. McLoughlin and carried. — [885, 86, 1111, 101]
column-heading: Professional. — [256, 37, 373, 49]
article-subtitle: BETTER CONDITIONS WANTED. — [643, 599, 742, 607]
gazette-motto: Motto: Public Service. — [409, 699, 470, 707]
stansfield-phone: Phone 66 Paeroa. — [42, 528, 88, 536]
gazette-days: MONDAY, WEDNESDAY, & FRIDAY. — [386, 716, 493, 724]
article-paragraph: Cr. Madgwick said that the ratepayers should raise the loan now. The available money could be spent before the new loan was lifted. — [632, 896, 753, 928]
show-heading: SHOW VISITORS TO AUCKLAND — [150, 962, 233, 982]
article-paragraph: The "London" for August, just to hand, contains eight stories, four articles, and two supplements. A further attraction is given by the addition of eight picture pages, showing the playgrounds of America and Brighter London. The special articles are "Pieces at Love" (W. Pollock), "Queer Company" (William Le Queux), "River to Inspire your Dreams" and "The Gentle Art of Winning," which is a talk on auction bridge, by A. E. Manning Foster. — [885, 592, 1111, 640]
article-paragraph: The clerk said that the work already done was mistakenly allotted by Mr Dillon to one road only. The amount available was £3650 13s, and of this, £676 3s 3d had been spent. — [632, 772, 753, 804]
article-paragraph: The Director-General of Health wrote forwarding a copy of regulations dealing with defaulting husbands and fathers.—Received. — [506, 339, 625, 371]
hr-body-4: Send to-day for a Free 80-Page book "Accountancy." — [134, 237, 249, 253]
motor-services-heading: Motor Services. — [134, 293, 249, 305]
